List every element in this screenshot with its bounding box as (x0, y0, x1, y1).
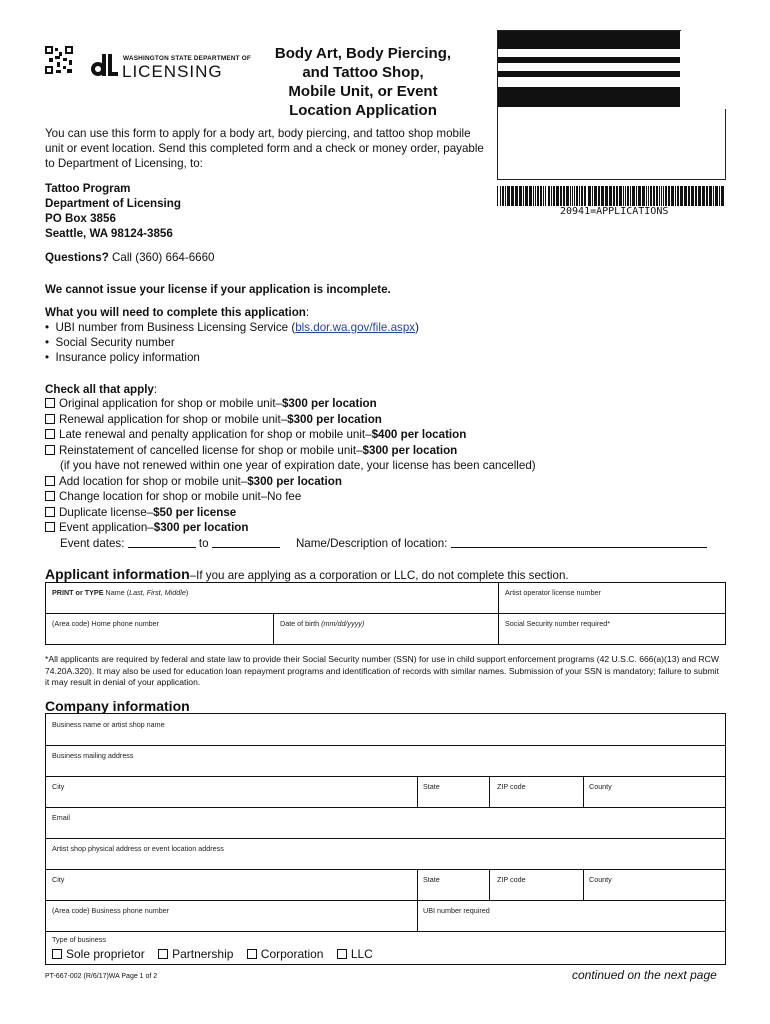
intro-text: You can use this form to apply for a body art, body piercing, and tattoo shop mobile unit or event location. Send this completed form and a check or money order, payable to Department of Licensing, to: (45, 127, 484, 170)
barcode-bar (574, 186, 575, 206)
type-label: Partnership (172, 947, 234, 961)
barcode-bar (529, 186, 532, 206)
business-phone-field[interactable]: (Area code) Business phone number (52, 906, 170, 915)
checkbox[interactable] (247, 949, 257, 959)
business-type-label: Type of business (52, 935, 106, 944)
barcode-bar (642, 186, 645, 206)
checkbox[interactable] (45, 429, 55, 439)
barcode-bar (507, 186, 510, 206)
questions-line (45, 250, 215, 265)
barcode-bar (688, 186, 690, 206)
physical-zip-field[interactable]: ZIP code (497, 875, 526, 884)
barcode-bar (543, 186, 544, 206)
option-event[interactable] (45, 521, 248, 534)
barcode-bar (553, 186, 555, 206)
barcode-bar (601, 186, 604, 206)
option-price: $300 per location (153, 521, 249, 534)
barcode-bar (661, 186, 662, 206)
applicant-table (45, 582, 726, 645)
dob-format: (mm/dd/yyyy) (321, 619, 365, 628)
mailing-zip-field[interactable]: ZIP code (497, 782, 526, 791)
barcode-bar (625, 186, 626, 206)
applicant-heading-note: –If you are applying as a corporation or LLC, do not complete this section. (189, 569, 569, 582)
barcode-bar (598, 186, 600, 206)
check-heading-text: Check all that apply (45, 383, 154, 396)
checkbox[interactable] (45, 414, 55, 424)
option-text: Renewal application for shop or mobile unit– (59, 413, 288, 426)
mailing-city-field[interactable]: City (52, 782, 65, 791)
questions-phone: Call (360) 664-6660 (112, 251, 215, 264)
barcode-bar (519, 186, 522, 206)
checkbox[interactable] (45, 491, 55, 501)
name-close: ) (185, 588, 189, 597)
barcode-bar (523, 186, 524, 206)
barcode-bar (680, 186, 683, 206)
barcode-bar (576, 186, 578, 206)
barcode-bar (656, 186, 658, 206)
barcode-bar (556, 186, 559, 206)
barcode-bar (684, 186, 687, 206)
barcode-bar (638, 186, 641, 206)
name-format: Last, First, Middle (129, 588, 186, 597)
barcode-bar (551, 186, 552, 206)
barcode-bar (719, 186, 720, 206)
type-partnership[interactable] (158, 947, 233, 961)
checkbox[interactable] (45, 476, 55, 486)
barcode-bar (533, 186, 534, 206)
type-label: LLC (350, 947, 373, 961)
barcode-bar (515, 186, 518, 206)
barcode-bar (570, 186, 571, 206)
ubi-number-field[interactable]: UBI number required (423, 906, 490, 915)
address-line: PO Box 3856 (45, 212, 116, 225)
address-line: Tattoo Program (45, 182, 131, 195)
option-text: Duplicate license– (59, 506, 154, 519)
barcode-bar (581, 186, 583, 206)
company-heading: Company information (45, 698, 190, 714)
barcode-bar (675, 186, 676, 206)
location-description-field[interactable] (451, 537, 707, 548)
barcode-bar (588, 186, 591, 206)
barcode-bar (535, 186, 536, 206)
home-phone-field[interactable]: (Area code) Home phone number (52, 619, 160, 628)
option-late-renewal[interactable] (45, 428, 466, 441)
checkbox[interactable] (45, 445, 55, 455)
option-price: $300 per location (247, 475, 342, 488)
barcode-bar (653, 186, 655, 206)
barcode-bar (500, 186, 501, 206)
option-price: $50 per license (153, 506, 237, 519)
option-renewal[interactable] (45, 413, 382, 426)
bls-link[interactable]: bls.dor.wa.gov/file.aspx (295, 321, 416, 334)
need-item-pre: Social Security number (55, 336, 175, 349)
barcode-bar (721, 186, 724, 206)
barcode-bar (715, 186, 718, 206)
type-llc[interactable] (337, 947, 373, 961)
name-print-label: PRINT or TYPE (52, 588, 104, 597)
physical-city-field[interactable]: City (52, 875, 65, 884)
barcode-bar (698, 186, 701, 206)
barcode-bar (609, 186, 612, 206)
barcode-bar (505, 186, 506, 206)
dob-label: Date of birth (280, 619, 322, 628)
questions-label: Questions? (45, 251, 109, 264)
barcode-bar (545, 186, 546, 206)
need-item-post: ) (415, 321, 419, 334)
list-item: • Social Security number (45, 336, 175, 349)
barcode-bar (537, 186, 539, 206)
barcode-bar (616, 186, 618, 206)
event-end-date-field[interactable] (212, 537, 280, 548)
option-price: $300 per location (281, 397, 377, 410)
barcode-bar (540, 186, 542, 206)
artist-license-field[interactable]: Artist operator license number (505, 588, 601, 597)
ssn-field[interactable]: Social Security number required* (505, 619, 611, 628)
mailing-address-field[interactable]: Business mailing address (52, 751, 134, 760)
option-price: $400 per location (371, 428, 467, 441)
barcode-bar (650, 186, 652, 206)
barcode-bar (665, 186, 667, 206)
business-type-options (52, 947, 373, 961)
barcode-bar (623, 186, 624, 206)
list-item: • Insurance policy information (45, 351, 200, 364)
barcode-bar (594, 186, 597, 206)
barcode-bar (548, 186, 550, 206)
type-label: Corporation (260, 947, 324, 961)
checkbox[interactable] (52, 949, 62, 959)
address-line: Seattle, WA 98124-3856 (45, 227, 173, 240)
checkbox[interactable] (45, 507, 55, 517)
ssn-note: *All applicants are required by federal and state law to provide their Social Security number (SSN) for use in child support enforcement programs (42 U.S.C. 666(a)(13) and RCW 74.20A.320). It may also be used for education loan repayment programs and identification of records with similar names. Submission of your SSN is mandatory; failure to submit it may result in denial of your application. (45, 654, 719, 687)
dol-logo-mark-icon (90, 50, 120, 78)
name-desc-label: Name/Description of location: (295, 537, 448, 550)
barcode-bar (636, 186, 637, 206)
option-duplicate[interactable] (45, 506, 236, 519)
barcode-bar (671, 186, 674, 206)
checkbox[interactable] (158, 949, 168, 959)
company-table (45, 713, 726, 965)
list-item: • UBI number from Business Licensing Service (bls.dor.wa.gov/file.aspx) (45, 321, 419, 334)
event-start-date-field[interactable] (128, 537, 196, 548)
barcode-bar (525, 186, 528, 206)
type-corporation[interactable] (247, 947, 324, 961)
barcode-bar (663, 186, 664, 206)
check-heading-colon: : (153, 383, 158, 396)
checkbox[interactable] (45, 522, 55, 532)
name-label: Name ( (103, 588, 130, 597)
option-add-location[interactable] (45, 475, 342, 488)
barcode-bar (560, 186, 562, 206)
type-sole-proprietor[interactable] (52, 947, 145, 961)
barcode-bar (584, 186, 586, 206)
physical-state-field[interactable]: State (423, 875, 440, 884)
barcode-text: 20941=APPLICATIONS (560, 206, 669, 217)
option-price: $300 per location (362, 444, 458, 457)
mailing-address (45, 181, 181, 241)
barcode-bar (502, 186, 504, 206)
barcode-bar (677, 186, 679, 206)
option-text: Change location for shop or mobile unit–No fee (59, 490, 302, 503)
office-use-box-mask (681, 29, 727, 109)
option-original[interactable] (45, 397, 377, 410)
form-id: PT-667-002 (R/6/17)WA Page 1 of 2 (45, 973, 158, 980)
title-line-1: Body Art, Body Piercing, (274, 45, 452, 62)
incomplete-warning: We cannot issue your license if your application is incomplete. (45, 283, 391, 296)
name-field[interactable] (52, 588, 188, 597)
dol-logo (90, 50, 252, 81)
check-heading (45, 382, 157, 397)
address-line: Department of Licensing (45, 197, 181, 210)
need-item-pre: Insurance policy information (55, 351, 200, 364)
barcode-bar (619, 186, 622, 206)
need-heading-colon: : (305, 306, 310, 319)
need-heading-text: What you will need to complete this application (45, 306, 306, 319)
barcode-bar (605, 186, 608, 206)
need-list (45, 320, 419, 365)
mailing-county-field[interactable]: County (589, 782, 612, 791)
barcode-bar (709, 186, 712, 206)
business-name-field[interactable]: Business name or artist shop name (52, 720, 165, 729)
applicant-heading-text: Applicant information (45, 566, 190, 582)
barcode-bar (497, 186, 498, 206)
barcode-bar (646, 186, 647, 206)
barcode-bar (563, 186, 565, 206)
physical-county-field[interactable]: County (589, 875, 612, 884)
event-dates-label: Event dates: (60, 537, 125, 550)
physical-address-field[interactable]: Artist shop physical address or event location address (52, 844, 224, 853)
reinstatement-note: (if you have not renewed within one year of expiration date, your license has been cancelled) (60, 459, 536, 472)
barcode-bar (592, 186, 593, 206)
barcode-bar (702, 186, 705, 206)
barcode-bar (648, 186, 649, 206)
form-title (243, 44, 483, 120)
email-field[interactable]: Email (52, 813, 70, 822)
mailing-state-field[interactable]: State (423, 782, 440, 791)
title-line-4: Location Application (289, 102, 437, 119)
barcode-bar (691, 186, 694, 206)
barcode-bar (659, 186, 660, 206)
barcode-icon (497, 186, 726, 206)
barcode-bar (566, 186, 569, 206)
title-line-3: Mobile Unit, or Event (288, 83, 438, 100)
dob-field[interactable] (280, 619, 364, 628)
option-text: Late renewal and penalty application for shop or mobile unit– (59, 428, 372, 441)
barcode-bar (713, 186, 714, 206)
event-details-row (60, 537, 707, 550)
qr-code-icon (45, 46, 73, 74)
type-label: Sole proprietor (66, 947, 145, 961)
barcode-bar (579, 186, 580, 206)
barcode-bar (695, 186, 697, 206)
title-line-2: and Tattoo Shop, (302, 64, 424, 81)
barcode-bar (511, 186, 514, 206)
option-reinstatement[interactable] (45, 444, 457, 457)
option-text: Add location for shop or mobile unit– (59, 475, 248, 488)
barcode-bar (627, 186, 629, 206)
option-text: Reinstatement of cancelled license for shop or mobile unit– (59, 444, 363, 457)
option-price: $300 per location (287, 413, 382, 426)
checkbox[interactable] (45, 398, 55, 408)
barcode-bar (668, 186, 670, 206)
option-text: Event application– (59, 521, 154, 534)
barcode-bar (706, 186, 708, 206)
checkbox[interactable] (337, 949, 347, 959)
barcode-bar (613, 186, 615, 206)
to-label: to (198, 537, 209, 550)
dept-big-text: LICENSING (122, 62, 223, 81)
option-text: Original application for shop or mobile unit– (59, 397, 282, 410)
need-item-pre: UBI number from Business Licensing Service ( (55, 321, 296, 334)
need-heading (45, 305, 309, 320)
barcode-bar (630, 186, 631, 206)
continued-note: continued on the next page (572, 968, 717, 982)
dept-small-text: WASHINGTON STATE DEPARTMENT OF (123, 55, 252, 62)
option-change-location[interactable] (45, 490, 301, 503)
barcode-bar (572, 186, 573, 206)
barcode-bar (632, 186, 635, 206)
